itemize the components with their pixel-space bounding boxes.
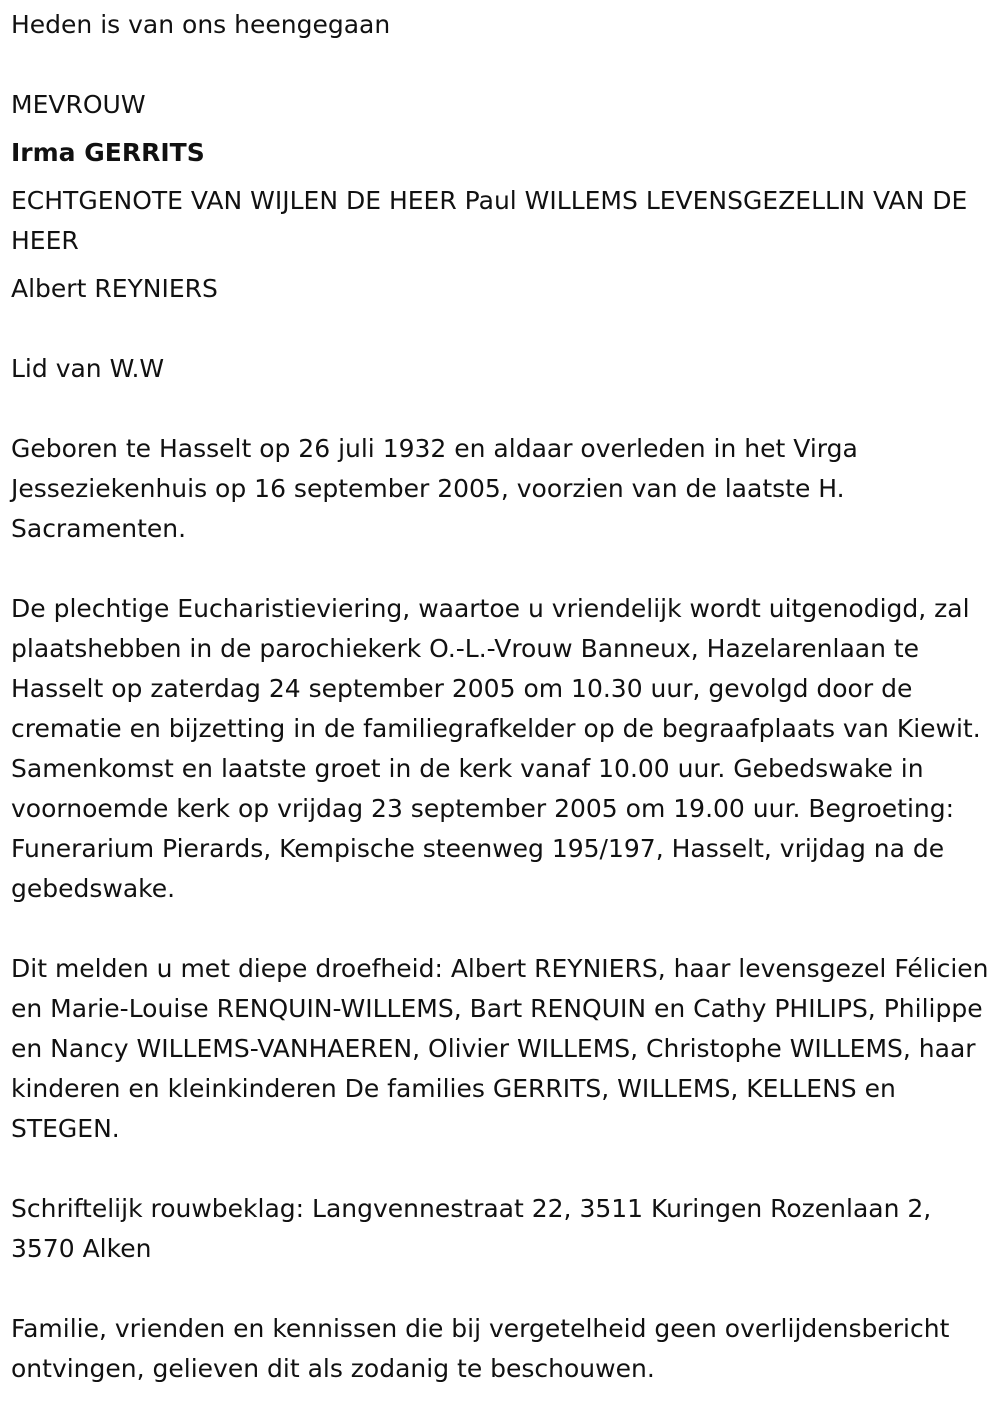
partner-line: Albert REYNIERS — [11, 274, 218, 303]
spacer — [11, 549, 993, 589]
intro-line: Heden is van ons heengegaan — [11, 10, 391, 39]
relation-line: ECHTGENOTE VAN WIJLEN DE HEER Paul WILLEMS LEVENSGEZELLIN VAN DE HEER — [11, 186, 968, 255]
membership-line: Lid van W.W — [11, 354, 165, 383]
spacer — [11, 261, 993, 269]
spacer — [11, 309, 993, 349]
spacer — [11, 389, 993, 429]
spacer — [11, 45, 993, 85]
condolence-address-paragraph: Schriftelijk rouwbeklag: Langvennestraat 22, 3511 Kuringen Rozenlaan 2, 3570 Alken — [11, 1194, 932, 1263]
title-line: MEVROUW — [11, 90, 146, 119]
obituary-notice — [11, 5, 993, 1389]
closing-paragraph: Familie, vrienden en kennissen die bij vergetelheid geen overlijdensbericht ontvingen, gelieven dit als zodanig te beschouwen. — [11, 1314, 950, 1383]
spacer — [11, 1269, 993, 1309]
deceased-name: Irma GERRITS — [11, 138, 205, 167]
spacer — [11, 1149, 993, 1189]
spacer — [11, 909, 993, 949]
mourners-paragraph: Dit melden u met diepe droefheid: Albert REYNIERS, haar levensgezel Félicien en Marie-Louise RENQUIN-WILLEMS, Bart RENQUIN en Cathy PHILIPS, Philippe en Nancy WILLEMS-VANHAEREN, Olivier WILLEMS, Christophe WILLEMS, haar kinderen en kleinkinderen De families GERRITS, WILLEMS, KELLENS en STEGEN. — [11, 954, 989, 1143]
spacer — [11, 173, 993, 181]
birth-death-paragraph: Geboren te Hasselt op 26 juli 1932 en aldaar overleden in het Virga Jesseziekenhuis op 16 september 2005, voorzien van de laatste H. Sacramenten. — [11, 434, 858, 543]
spacer — [11, 125, 993, 133]
ceremony-paragraph: De plechtige Eucharistieviering, waartoe u vriendelijk wordt uitgenodigd, zal plaatshebben in de parochiekerk O.-L.-Vrouw Banneux, Hazelarenlaan te Hasselt op zaterdag 24 september 2005 om 10.30 uur, gevolgd door de crematie en bijzetting in de familiegrafkelder op de begraafplaats van Kiewit. Samenkomst en laatste groet in de kerk vanaf 10.00 uur. Gebedswake in voornoemde kerk op vrijdag 23 september 2005 om 19.00 uur. Begroeting: Funerarium Pierards, Kempische steenweg 195/197, Hasselt, vrijdag na de gebedswake. — [11, 594, 981, 903]
